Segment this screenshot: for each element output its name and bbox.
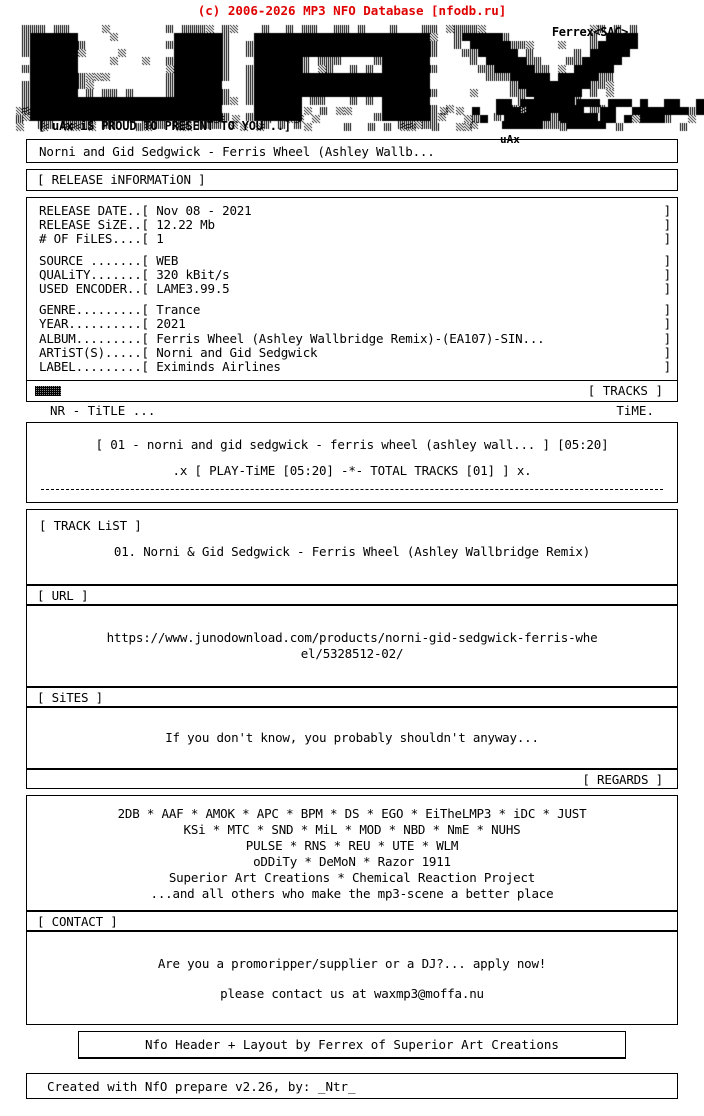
info-value: 1 <box>156 231 164 247</box>
contact-block <box>26 931 678 1025</box>
info-row: ARTiST(S).....[ Norni and Gid Sedgwick ] <box>39 344 671 360</box>
info-label: # OF FiLES....[ <box>39 231 149 247</box>
regards-heading: [ REGARDS ] <box>582 772 663 788</box>
regards-line: KSi * MTC * SND * MiL * MOD * NBD * NmE * NUHS <box>183 822 521 838</box>
info-value: 320 kBit/s <box>156 266 230 282</box>
contact-heading-box <box>26 911 678 931</box>
info-row: GENRE.........[ Trance ] <box>39 302 671 318</box>
regards-heading-box <box>26 769 678 789</box>
info-value: Ferris Wheel (Ashley Wallbridge Remix)-(EA107)-SIN... <box>156 330 545 346</box>
info-label: SOURCE .......[ <box>39 252 149 268</box>
url-block <box>26 605 678 687</box>
tracks-column-header <box>26 402 678 422</box>
sites-text: If you don't know, you probably shouldn't anyway... <box>165 730 539 746</box>
info-value: Eximinds Airlines <box>156 359 281 375</box>
info-label: YEAR..........[ <box>39 316 149 332</box>
tracklist-heading: [ TRACK LiST ] <box>39 518 142 534</box>
tracklist-block <box>26 509 678 585</box>
contact-line-2[interactable]: please contact us at waxmp3@moffa.nu <box>220 986 484 1002</box>
release-information-heading: [ RELEASE iNFORMATiON ] <box>37 172 206 187</box>
info-label: RELEASE DATE..[ <box>39 203 149 218</box>
info-row: SOURCE .......[ WEB ] <box>39 252 671 268</box>
url-line-1[interactable]: https://www.junodownload.com/products/norni-gid-sedgwick-ferris-whe <box>106 630 598 646</box>
playtime-line: .x [ PLAY-TiME [05:20] -*- TOTAL TRACKS [01] ] x. <box>172 463 532 479</box>
info-value: Norni and Gid Sedgwick <box>156 344 318 360</box>
url-heading-box <box>26 585 678 605</box>
tracks-block <box>26 422 678 503</box>
regards-line: PULSE * RNS * REU * UTE * WLM <box>245 838 459 854</box>
ascii-logo-area <box>0 19 704 135</box>
info-row: YEAR..........[ 2021 ] <box>39 316 671 332</box>
release-information-heading-box <box>26 169 678 191</box>
release-information-list <box>27 198 677 380</box>
info-row: ALBUM.........[ Ferris Wheel (Ashley Wallbridge Remix)-(EA107)-SIN... ] <box>39 330 671 346</box>
info-label: ARTiST(S).....[ <box>39 344 149 360</box>
info-value: Trance <box>156 302 201 318</box>
dither-block-icon <box>35 386 61 396</box>
info-value: 12.22 Mb <box>156 217 215 233</box>
present-line: [ uAx iS PROUD TO PRESENT TO YOU ..] <box>38 119 291 133</box>
regards-line: 2DB * AAF * AMOK * APC * BPM * DS * EGO * EiTheLMP3 * iDC * JUST <box>117 806 587 822</box>
footer-generator: Created with NfO prepare v2.26, by: _Ntr_ <box>26 1073 678 1099</box>
regards-line: oDDiTy * DeMoN * Razor 1911 <box>253 854 451 870</box>
tracklist-item: 01. Norni & Gid Sedgwick - Ferris Wheel (Ashley Wallbridge Remix) <box>113 544 591 560</box>
database-credit-banner: (c) 2006-2026 MP3 NFO Database [nfodb.ru] <box>197 3 507 18</box>
sites-block <box>26 707 678 769</box>
regards-block <box>26 795 678 911</box>
sites-heading-box <box>26 687 678 707</box>
info-value: WEB <box>156 252 179 268</box>
info-value: 2021 <box>156 316 186 332</box>
release-title: Norni and Gid Sedgwick - Ferris Wheel (Ashley Wallb... <box>26 139 678 163</box>
release-information-block <box>26 197 678 381</box>
nfo-body <box>0 139 704 1099</box>
info-label: QUALiTY.......[ <box>39 266 149 282</box>
tracks-col-left: NR - TiTLE ... <box>50 403 156 419</box>
tracks-bar <box>26 381 678 402</box>
sites-heading: [ SiTES ] <box>37 690 103 706</box>
tracks-bar-label: [ TRACKS ] <box>587 383 663 399</box>
info-row: QUALiTY.......[ 320 kBit/s ] <box>39 266 671 282</box>
info-row: # OF FiLES....[ 1 ] <box>39 231 671 247</box>
info-label: ALBUM.........[ <box>39 330 149 346</box>
regards-line: Superior Art Creations * Chemical Reaction Project <box>168 870 536 886</box>
tracks-col-right: TiME. <box>616 403 654 419</box>
layout-signature: Nfo Header + Layout by Ferrex of Superior Art Creations <box>78 1031 626 1059</box>
info-value: Nov 08 - 2021 <box>156 203 252 218</box>
info-label: RELEASE SiZE..[ <box>39 217 149 233</box>
regards-line: ...and all others who make the mp3-scene a better place <box>150 886 554 902</box>
contact-line-1: Are you a promoripper/supplier or a DJ?... apply now! <box>157 956 547 972</box>
info-row: RELEASE DATE..[ Nov 08 - 2021 ] <box>39 203 671 218</box>
info-value: LAME3.99.5 <box>156 281 230 297</box>
url-line-2[interactable]: el/5328512-02/ <box>300 646 404 662</box>
url-heading: [ URL ] <box>37 588 89 604</box>
logo-credit: Ferrex<SAC> <box>551 25 628 39</box>
info-label: GENRE.........[ <box>39 302 149 318</box>
track-entry-line: [ 01 - norni and gid sedgwick - ferris wheel (ashley wall... ] [05:20] <box>95 437 609 453</box>
group-tag: uAx <box>500 133 520 146</box>
info-label: LABEL.........[ <box>39 359 149 375</box>
info-row: LABEL.........[ Eximinds Airlines ] <box>39 359 671 375</box>
info-row: RELEASE SiZE..[ 12.22 Mb ] <box>39 217 671 233</box>
contact-heading: [ CONTACT ] <box>37 914 118 930</box>
info-row: USED ENCODER..[ LAME3.99.5 ] <box>39 281 671 297</box>
info-label: USED ENCODER..[ <box>39 281 149 297</box>
